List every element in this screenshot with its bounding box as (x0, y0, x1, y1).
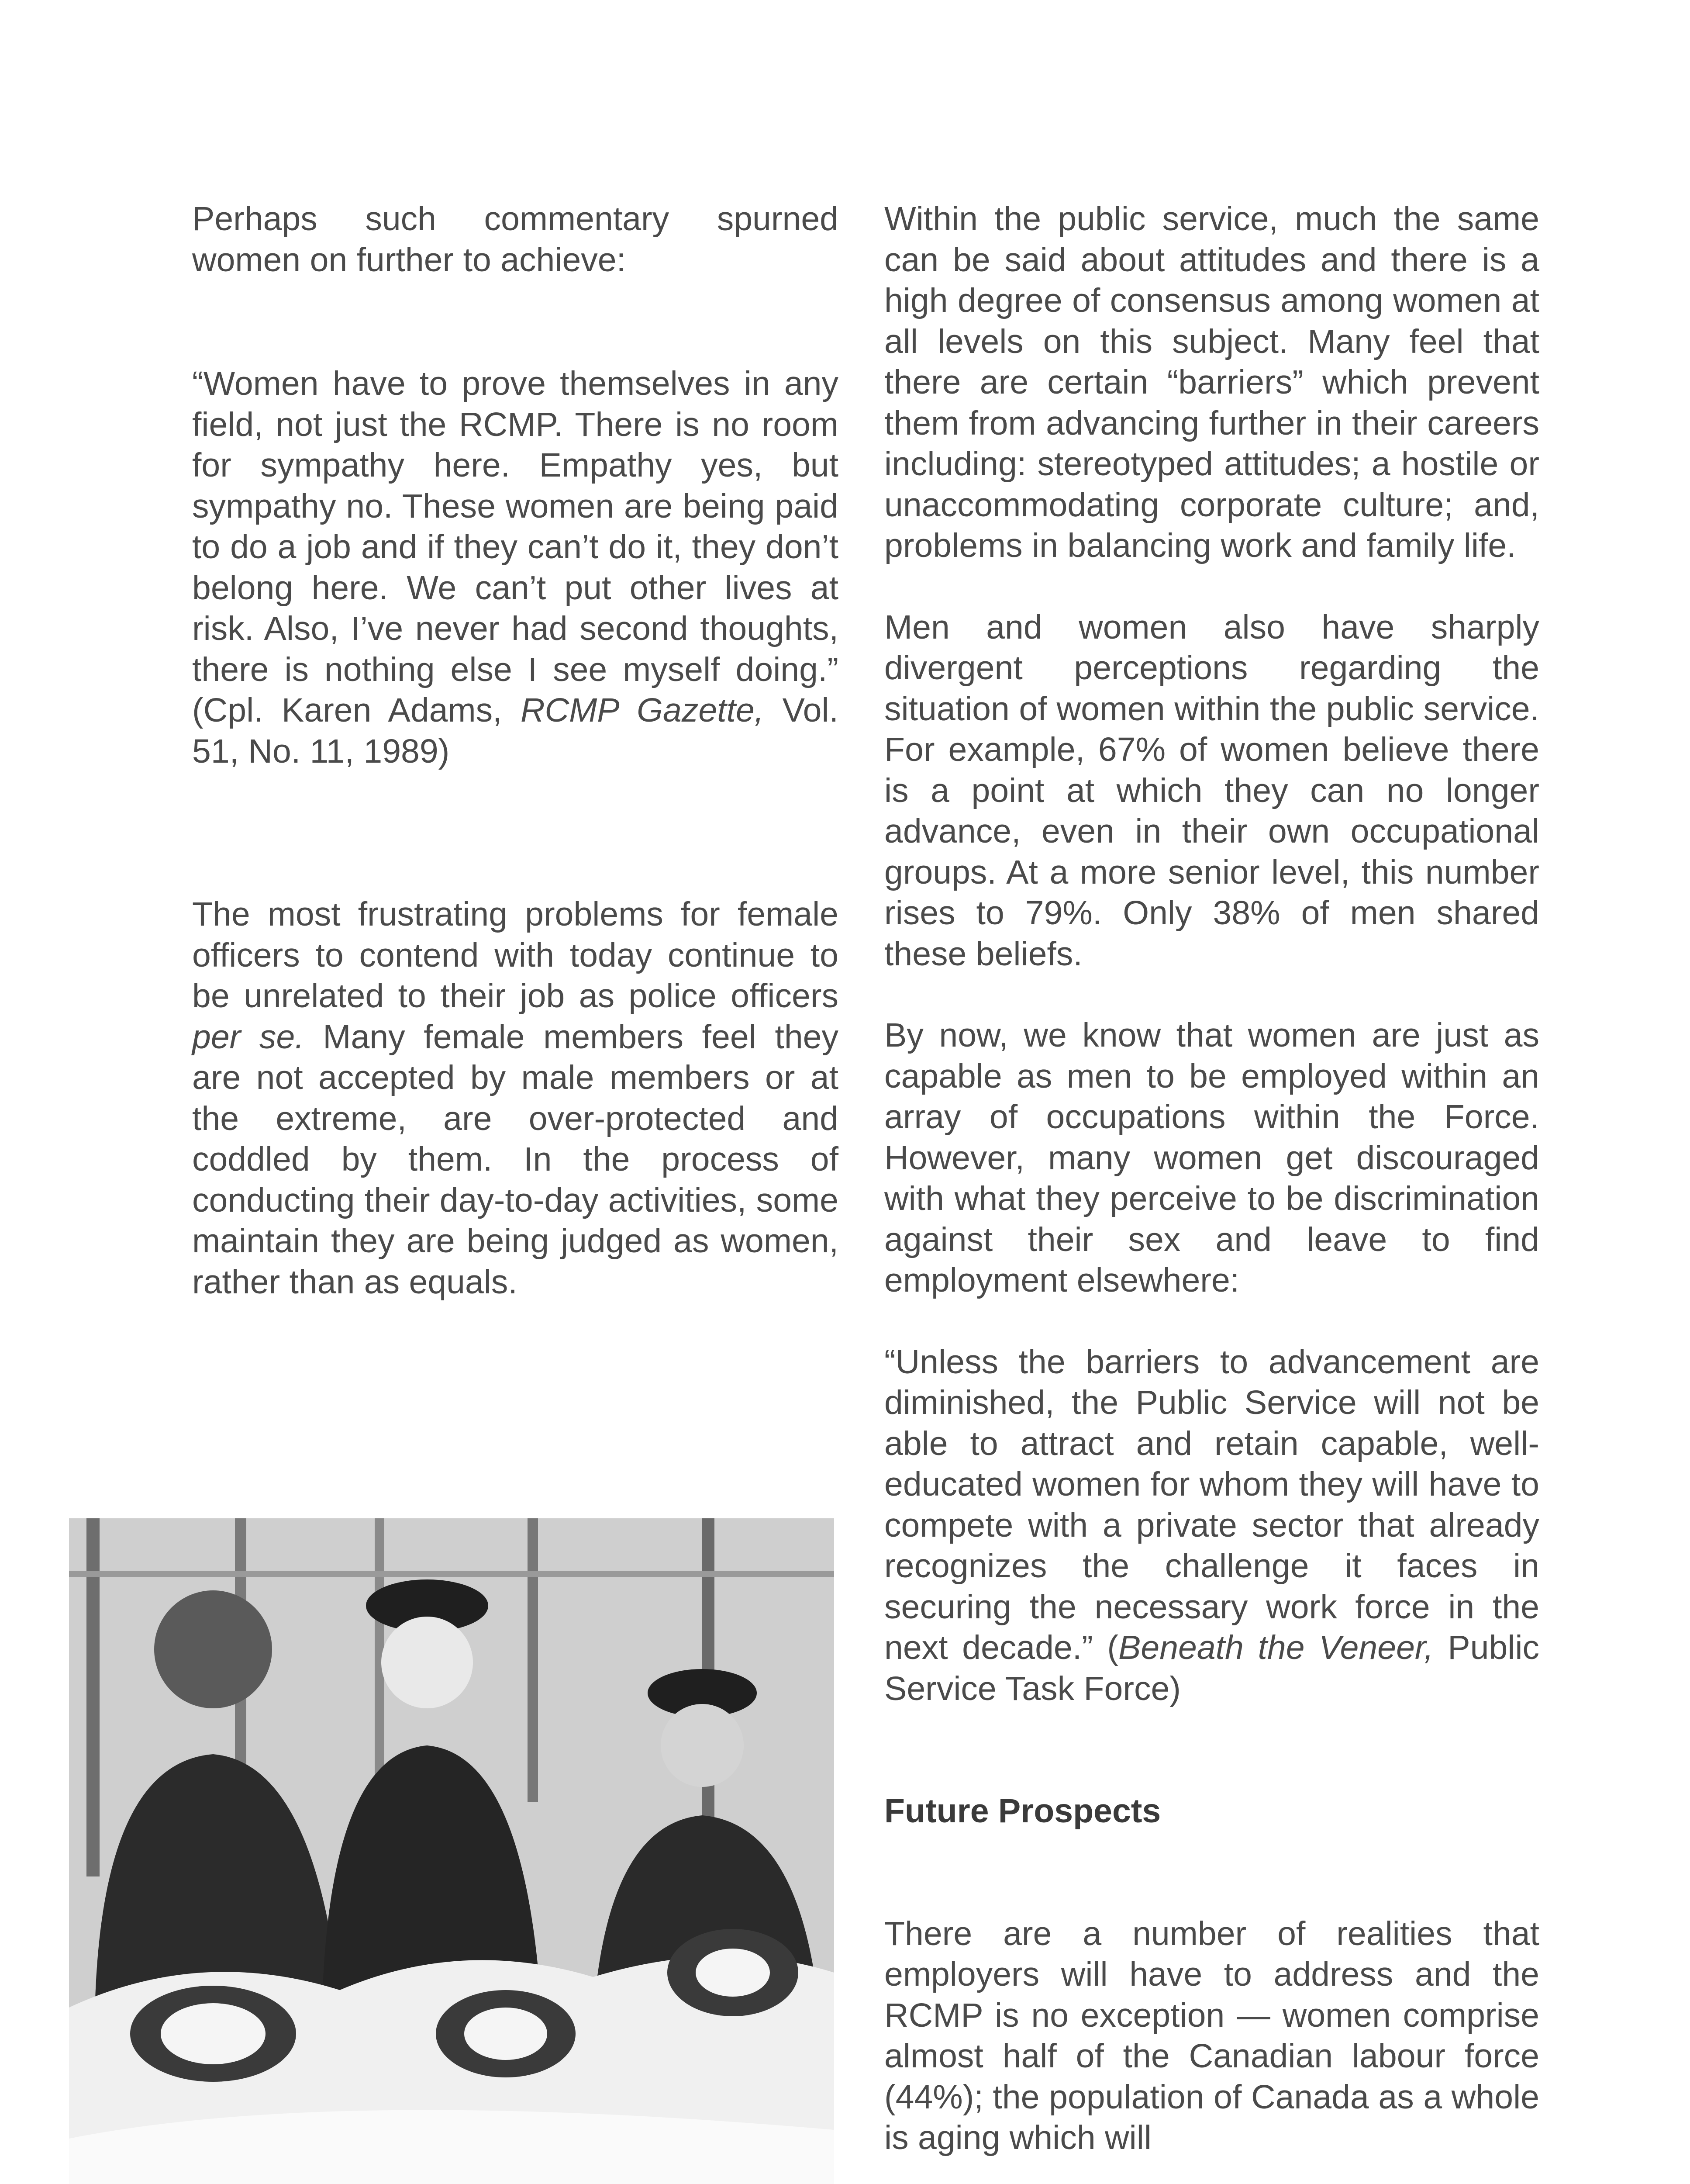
public-service-paragraph: Within the public service, much the same can be said about attitudes and there is a high degree of consensus among women at all levels on this subject. Many feel that there are certain “barriers” which prevent them from advancing further in their careers including: stereotyped attitudes; a hostile or unaccommodating corporate culture; and, problems in balancing work and family life. (884, 200, 1539, 564)
section-heading: Future Prospects (884, 1792, 1161, 1830)
perceptions-paragraph: Men and women also have sharply divergent perceptions regarding the situation of women within the public service. For example, 67% of women believe there is a point at which they can no longer advance, even in their own occupational groups. At a more senior level, this number rises to 79%. Only 38% of men shared these beliefs. (884, 608, 1539, 973)
veneer-quote-paragraph: “Unless the barriers to advancement are diminished, the Public Service will not be able to attract and retain capable, well-educated women for whom they will have to compete with a private sector that already recognizes the challenge it faces in securing the necessary work force in the next decade.” (Beneath the Veneer, Public Service Task Force) (884, 1343, 1539, 1707)
quote-source: RCMP Gazette, (520, 691, 764, 729)
quote-paragraph: “Women have to prove themselves in any field, not just the RCMP. There is no room for sympathy here. Empathy yes, but sympathy no. These women are being paid to do a job and if they can’t do it, they don’t belong here. We can’t put other lives at risk. Also, I’ve never had second thoughts, there is nothing else I see myself doing.” (Cpl. Karen Adams, RCMP Gazette, Vol. 51, No. 11, 1989) (192, 365, 839, 770)
capability-paragraph: By now, we know that women are just as capable as men to be employed within an array of occupations within the Force. However, many women get discouraged with what they perceive to be discrimination against their sex and leave to find employment elsewhere: (884, 1016, 1539, 1299)
intro-paragraph: Perhaps such commentary spurned women on further to achieve: (192, 200, 838, 279)
veneer-source: Beneath the Veneer, (1118, 1629, 1434, 1666)
future-paragraph: There are a number of realities that employers will have to address and the RCMP is no exception — women comprise almost half of the Canadian labour force (44%); the population of Canada as a whole is aging which will (884, 1914, 1539, 2156)
body-paragraph: The most frustrating problems for female officers to contend with today continue to be unrelated to their job as police officers per se. Many female members feel they are not accepted by male members or at the extreme, are over-protected and coddled by them. In the process of conducting their day-to-day activities, some maintain they are being judged as women, rather than as equals. (192, 895, 839, 1301)
officers-photo (69, 1518, 834, 2184)
left-column (192, 199, 838, 1303)
right-column (884, 199, 1539, 2159)
